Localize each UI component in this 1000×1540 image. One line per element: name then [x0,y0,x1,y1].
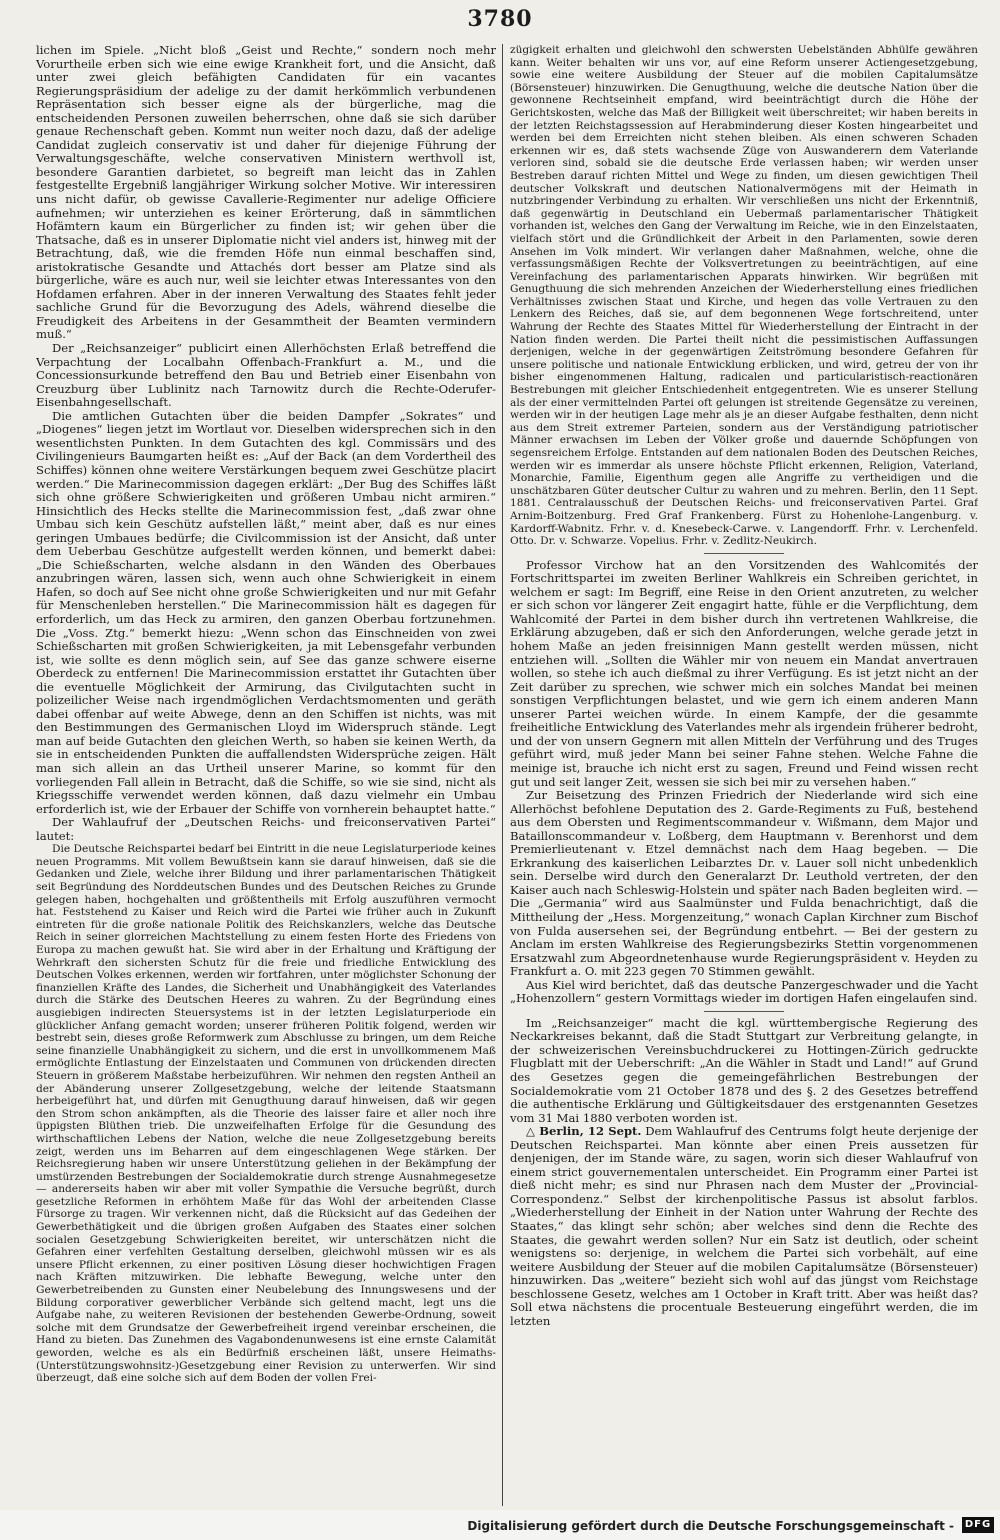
article-text: Dem Wahlaufruf des Centrums folgt heute derjenige der Deutschen Reichspartei. Man könnte aber einen Preis aussetzen für denjenigen, der im Stande wäre, zu sagen, worin sich dieser Wahlaufruf von einem strict gouvernementalen unterscheidet. Ein Programm einer Partei ist dieß nicht mehr; es sind nur Phrasen nach dem Muster der „Provincial-Correspondenz.“ Selbst der kirchenpolitische Passus ist absolut farblos. „Wiederherstellung der Einheit in der Nation unter Wahrung der Rechte des Staates,“ das klingt sehr schön; aber welches sind denn die Rechte des Staates, die gewahrt werden sollen? Nur ein Satz ist deutlich, oder scheint wenigstens so: derjenige, in welchem die Partei sich vorbehält, auf eine weitere Ausbildung der Steuer auf die mobilen Capitalumsätze (Börsensteuer) hinzuwirken. Das „weitere“ bezieht sich wohl auf das jüngst vom Reichstage beschlossene Gesetz, welches am 1 October in Kraft tritt. Aber was heißt das? Soll etwa nächstens die procentuale Besteuerung eingeführt werden, die im letzten [510,1124,978,1328]
page-number: 3780 [467,6,533,32]
footer-bar [0,1510,1000,1540]
dateline: △ Berlin, 12 Sept. [526,1124,642,1139]
article-paragraph: Der Wahlaufruf der „Deutschen Reichs- und freiconservativen Partei“ lautet: [36,815,496,843]
article-paragraph: zügigkeit erhalten und gleichwohl den schwersten Uebelständen Abhülfe gewähren kann. Weiter behalten wir uns vor, auf eine Reform unserer Actiengesetzgebung, sowie eine weitere Ausbildung der Steuer auf die mobilen Capitalumsätze (Börsensteuer) hinzuwirken. Die Genugthuung, welche die deutsche Nation über die gewonnene Rechtseinheit empfand, wird beeinträchtigt durch die Höhe der Gerichtskosten, welche das Maß der Billigkeit weit überschreitet; wir haben bereits in der letzten Reichstagssession auf Herabminderung dieser Kosten hingearbeitet und werden bei dem Erreichten nicht stehen bleiben. Als einen schweren Schaden erkennen wir es, daß stets wachsende Züge von Auswanderern dem Vaterlande verloren sind, sobald sie die deutsche Erde verlassen haben; wir werden unser Bestreben darauf richten Mittel und Wege zu finden, um diesen gewichtigen Theil deutscher Volkskraft und deutschen Nationalvermögens mit der Heimath in nutzbringender Verbindung zu erhalten. Wir verschließen uns nicht der Erkenntniß, daß gegenwärtig in Deutschland ein Uebermaß parlamentarischer Thätigkeit vorhanden ist, welches den Gang der Verwaltung im Reiche, wie in den Einzelstaaten, vielfach stört und die Gründlichkeit der Arbeit in den Parlamenten, sowie deren Ansehen im Volk mindert. Wir verlangen daher Maßnahmen, welche, ohne die verfassungsmäßigen Rechte der Volksvertretungen zu beeinträchtigen, auf eine Vereinfachung des parlamentarischen Apparats hinwirken. Wir begrüßen mit Genugthuung die sich mehrenden Anzeichen der Wiederherstellung eines friedlichen Verhältnisses zwischen Staat und Kirche, und hegen das volle Vertrauen zu den Lenkern des Reiches, daß sie, auf dem begonnenen Wege fortschreitend, unter Wahrung der Rechte des Staates Mittel für Wiederherstellung der Eintracht in der Nation finden werden. Die Partei theilt nicht die pessimistischen Auffassungen derjenigen, welche in der gegenwärtigen Zeitströmung besondere Gefahren für unsere politische und nationale Entwicklung erblicken, und wird, getreu der von ihr bisher eingenommenen Haltung, radicalen und particularistisch-reactionären Bestrebungen mit gleicher Entschiedenheit entgegentreten. Wie es unserer Stellung als der einer vermittelnden Partei oft gelungen ist streitende Gegensätze zu vereinen, werden wir in der heutigen Lage mehr als je an dieser Aufgabe festhalten, denn nicht aus dem Streit extremer Parteien, sondern aus der Verständigung patriotischer Männer erwachsen im Leben der Völker große und dauernde Schöpfungen von segensreichem Erfolge. Entstanden auf dem nationalen Boden des Deutschen Reiches, werden wir es immerdar als unsere höchste Pflicht erkennen, Religion, Vaterland, Monarchie, Familie, Eigenthum gegen alle Angriffe zu vertheidigen und die unschätzbaren Güter deutscher Cultur zu wahren und zu mehren. Berlin, den 11 Sept. 1881. Centralausschuß der Deutschen Reichs- und freiconservativen Partei. Graf Arnim-Boitzenburg. Fred Graf Frankenberg. Fürst zu Hohenlohe-Langenburg. v. Kardorff-Wabnitz. Frhr. v. d. Knesebeck-Carwe. v. Langendorff. Frhr. v. Lerchenfeld. Otto. Dr. v. Schwarze. Vopelius. Frhr. v. Zedlitz-Neukirch. [510,44,978,548]
column-divider [502,44,503,1506]
left-column [36,44,496,1506]
article-paragraph [510,1125,978,1328]
right-column [510,44,978,1506]
article-paragraph: Der „Reichsanzeiger“ publicirt einen Allerhöchsten Erlaß betreffend die Verpachtung der Localbahn Offenbach-Frankfurt a. M., und die Concessionsurkunde betreffend den Bau und Betrieb einer Eisenbahn von Creuzburg über Lublinitz nach Tarnowitz durch die Rechte-Oderufer-Eisenbahngesellschaft. [36,341,496,410]
article-paragraph: Die amtlichen Gutachten über die beiden Dampfer „Sokrates“ und „Diogenes“ liegen jetzt im Wortlaut vor. Dieselben widersprechen sich in den wesentlichsten Punkten. In dem Gutachten des kgl. Commissärs und des Civilingenieurs Baumgarten heißt es: „Auf der Back (an dem Vordertheil des Schiffes) können ohne weitere Verstärkungen bequem zwei Geschütze placirt werden.“ Die Marinecommission dagegen erklärt: „Der Bug des Schiffes läßt sich ohne größere Schwierigkeiten und größeren Umbau nicht armiren.“ Hinsichtlich des Hecks stellte die Marinecommission fest, „daß zwar ohne Umbau sich kein Geschütz aufstellen läßt,“ meint aber, daß es nur eines geringen Umbaues bedürfe; die Civilcommission ist der Ansicht, daß unter dem Ueberbau Geschütze aufgestellt werden können, und bemerkt dabei: „Die Schießscharten, welche alsdann in den Wänden des Oberbaues anzubringen wären, lassen sich, wenn auch ohne Schwierigkeit in einem Hafen, so doch auf See nicht ohne große Schwierigkeiten und nur mit Gefahr für Menschenleben herstellen.“ Die Marinecommission hält es dagegen für erforderlich, um das Heck zu armiren, den ganzen Oberbau fortzunehmen. Die „Voss. Ztg.“ bemerkt hiezu: „Wenn schon das Einschneiden von zwei Schießscharten mit großen Schwierigkeiten, ja mit Lebensgefahr verbunden ist, wie sollte es denn möglich sein, auf See das ganze schwere eiserne Oberdeck zu entfernen! Die Marinecommission erstattet ihr Gutachten über die eventuelle Möglichkeit der Armirung, das Civilgutachten sucht in polizeilicher Weise nach irgendmöglichen Verdachtsmomenten und geräth dabei offenbar auf weite Abwege, denn an den Schiffen ist nichts, was mit den Bestimmungen des Germanischen Lloyd im Widerspruch stände. Legt man auf beide Gutachten den gleichen Werth, so haben sie keinen Werth, da sie in entscheidenden Punkten die auffallendsten Widersprüche zeigen. Hält man sich allein an das Urtheil unserer Marine, so kommt für den vorliegenden Fall allein in Betracht, daß die Schiffe, so wie sie sind, nicht als Kriegsschiffe verwendet werden können, daß dazu vielmehr ein Umbau erforderlich ist, wie der Erbauer der Schiffe von vornherein behauptet hatte.“ [36,408,496,816]
section-separator [704,553,784,554]
article-paragraph: Zur Beisetzung des Prinzen Friedrich der Niederlande wird sich eine Allerhöchst befohlene Deputation des 2. Garde-Regiments zu Fuß, bestehend aus dem Obersten und Regimentscommandeur v. Wißmann, dem Major und Bataillonscommandeur v. Loßberg, dem Hauptmann v. Berenhorst und dem Premierlieutenant v. Etzel demnächst nach dem Haag begeben. — Die Erkrankung des kaiserlichen Leibarztes Dr. v. Lauer soll nicht unbedenklich sein. Derselbe wird durch den Generalarzt Dr. Leuthold vertreten, der den Kaiser auch nach Schleswig-Holstein und später nach Baden begleiten wird. — Die „Germania“ wird aus Saalmünster und Fulda benachrichtigt, daß die Mittheilung der „Hess. Morgenzeitung,“ wonach Caplan Kirchner zum Bischof von Fulda ausersehen sei, der Begründung entbehrt. — Bei der gestern zu Anclam im ersten Wahlkreise des Regierungsbezirks Stettin vorgenommenen Ersatzwahl zum Abgeordnetenhause wurde Regierungspräsident v. Heyden zu Frankfurt a. O. mit 223 gegen 70 Stimmen gewählt. [510,788,978,979]
article-paragraph: lichen im Spiele. „Nicht bloß „Geist und Rechte,“ sondern noch mehr Vorurtheile erben sich wie eine ewige Krankheit fort, und die Ansicht, daß unter zwei gleich befähigten Candidaten für ein vacantes Regierungspräsidium der adelige zu der damit herkömmlich verbundenen Repräsentation sich besser eigne als der bürgerliche, mag die entscheidenden Personen zuweilen beherrschen, ohne daß sie sich darüber genaue Rechenschaft geben. Kommt nun weiter noch dazu, daß der adelige Candidat zugleich conservativ ist und daher für diejenige Führung der Verwaltungsgeschäfte, welche conservativen Ministern werthvoll ist, besondere Garantien darbietet, so begreift man leicht das in Zahlen festgestellte Ergebniß langjähriger Wirkung solcher Motive. Wir interessiren uns nicht dafür, ob gewisse Cavallerie-Regimenter nur adelige Officiere aufnehmen; wir unterziehen es keiner Erörterung, daß in sämmtlichen Hofämtern kaum ein Bürgerlicher zu finden ist; wir gehen über die Thatsache, daß es in unserer Diplomatie nicht viel anders ist, hinweg mit der Betrachtung, daß, wie die fremden Höfe nun einmal beschaffen sind, aristokratische Gesandte und Attachés dort besser am Platze sind als bürgerliche, wäre es auch nur, weil sie leichter etwas Interessantes von den Hofdamen erfahren. Aber in der inneren Verwaltung des Staates fehlt jeder sachliche Grund für die Bevorzugung des Adels, während dieselbe die Freudigkeit des Arbeitens in der Gesammtheit der Beamten vermindern muß.“ [36,44,496,342]
article-paragraph: Aus Kiel wird berichtet, daß das deutsche Panzergeschwader und die Yacht „Hohenzollern“ gestern Vormittags wieder im dortigen Hafen eingelaufen sind. [510,977,978,1006]
article-paragraph: Die Deutsche Reichspartei bedarf bei Eintritt in die neue Legislaturperiode keines neuen Programms. Mit vollem Bewußtsein kann sie darauf hinweisen, daß sie die Gedanken und Ziele, welche ihrer Bildung und ihrer parlamentarischen Thätigkeit seit Begründung des Norddeutschen Bundes und des Deutschen Reiches zu Grunde gelegen haben, hochgehalten und größtentheils mit Erfolg auszuführen vermocht hat. Feststehend zu Kaiser und Reich wird die Partei wie früher auch in Zukunft eintreten für die große nationale Politik des Reichskanzlers, welche das Deutsche Reich in seiner glorreichen Machtstellung zu einem festen Horte des Friedens von Europa zu machen gewußt hat. Sie wird aber in der Erhaltung und Kräftigung der Wehrkraft den sichersten Schutz für die freie und friedliche Entwicklung des Deutschen Volkes erkennen, werden wir fortfahren, unter möglichster Schonung der finanziellen Kräfte des Landes, die Sicherheit und Unabhängigkeit des Vaterlandes durch die Stärke des Deutschen Heeres zu wahren. Zu der Begründung eines ausgiebigen indirecten Steuersystems ist in der letzten Legislaturperiode ein glücklicher Anfang gemacht worden; unserer früheren Politik folgend, werden wir bestrebt sein, dieses große Reformwerk zum Abschlusse zu bringen, um dem Reiche seine finanzielle Unabhängigkeit zu sichern, und die erst in unvollkommenem Maß ermöglichte Entlastung der Einzelstaaten und Communen von drückenden directen Steuern in größerem Maßstabe herbeizuführen. Wir nehmen den regsten Antheil an der Abänderung unserer Zollgesetzgebung, welche der leitende Staatsmann herbeigeführt hat, und dürfen mit Genugthuung darauf hinweisen, daß wir gegen den Strom schon ankämpften, als die Theorie des laisser faire et aller noch ihre üppigsten Blüthen trieb. Die unzweifelhaften Erfolge für die Gesundung des wirthschaftlichen Lebens der Nation, welche die neue Zollgesetzgebung bereits zeigt, werden uns im Beharren auf dem eingeschlagenen Wege stärken. Der Reichsregierung haben wir unsere Unterstützung geliehen in der Bekämpfung der umstürzenden Bestrebungen der Socialdemokratie durch strenge Ausnahmegesetze — andererseits haben wir aber mit voller Sympathie die Versuche begrüßt, durch gesetzliche Reformen in erhöhtem Maße für das Wohl der arbeitenden Classe Fürsorge zu tragen. Wir verkennen nicht, daß die Rücksicht auf das Gedeihen der Gewerbethätigkeit und die übrigen großen Aufgaben des Staates einer solchen socialen Gesetzgebung Schwierigkeiten bereitet, wir unterschätzen nicht die Gefahren einer verfehlten Gestaltung derselben, gleichwohl müssen wir es als unsere Pflicht erkennen, zu einer positiven Lösung dieser hochwichtigen Fragen nach Kräften mitzuwirken. Die lebhafte Bewegung, welche unter den Gewerbetreibenden zu Gunsten einer Neubelebung des Innungswesens und der Bildung corporativer gewerblicher Verbände sich geltend macht, legt uns die Aufgabe nahe, zu weiteren Revisionen der bestehenden Gewerbe-Ordnung, soweit solche mit dem Grundsatze der Gewerbefreiheit irgend vereinbar erscheinen, die Hand zu bieten. Das Zunehmen des Vagabondenunwesens ist eine ernste Calamität geworden, welche es als ein Bedürfniß erscheinen läßt, unsere Heimaths-(Unterstützungswohnsitz-)Gesetzgebung einer Revision zu unterwerfen. Wir sind überzeugt, daß eine solche sich auf dem Boden der vollen Frei- [36,843,496,1385]
digitization-credit: Digitalisierung gefördert durch die Deutsche Forschungsgemeinschaft - [467,1519,954,1533]
article-paragraph: Im „Reichsanzeiger“ macht die kgl. württembergische Regierung des Neckarkreises bekannt, daß die Stadt Stuttgart zur Verbreitung gelangte, in der schweizerischen Vereinsbuchdruckerei zu Hottingen-Zürich gedruckte Flugblatt mit der Ueberschrift: „An die Wähler in Stadt und Land!“ auf Grund des Gesetzes gegen die gemeingefährlichen Bestrebungen der Socialdemokratie vom 21 October 1878 und des §. 2 des Gesetzes betreffend die authentische Erklärung und Gültigkeitsdauer des erstgenannten Gesetzes vom 31 Mai 1880 verboten worden ist. [510,1015,978,1125]
article-paragraph: Professor Virchow hat an den Vorsitzenden des Wahlcomités der Fortschrittspartei im zweiten Berliner Wahlkreis ein Schreiben gerichtet, in welchem er sagt: Im Begriff, eine Reise in den Orient anzutreten, zu welcher er sich schon vor längerer Zeit engagirt hatte, fühle er die Verpflichtung, dem Wahlcomité der Partei in dem bisher durch ihn vertretenen Wahlkreise, die Erklärung abzugeben, daß er sich den Anforderungen, welche gerade jetzt in hohem Maße an jeden freisinnigen Mann gestellt werden müssen, nicht entziehen will. „Sollten die Wähler mir von neuem ein Mandat anvertrauen wollen, so stehe ich auch dießmal zu ihrer Verfügung. Es ist jetzt nicht an der Zeit darüber zu sprechen, wie schwer mich ein solches Mandat bei meinen sonstigen Verpflichtungen belastet, und wie gern ich einem anderen Mann unserer Partei weichen würde. In einem Kampfe, der die gesammte freiheitliche Entwicklung des Vaterlandes mehr als irgendein früherer bedroht, und der von unsern Gegnern mit allen Mitteln der Verführung und des Truges geführt wird, muß jeder Mann bei seiner Fahne stehen. Welche Fahne die meinige ist, brauche ich nicht erst zu sagen, Freund und Feind wissen recht gut und seit langer Zeit, wessen sie sich bei mir zu versehen haben.“ [510,557,978,789]
dfg-logo: DFG [962,1517,994,1533]
section-separator [704,1011,784,1012]
